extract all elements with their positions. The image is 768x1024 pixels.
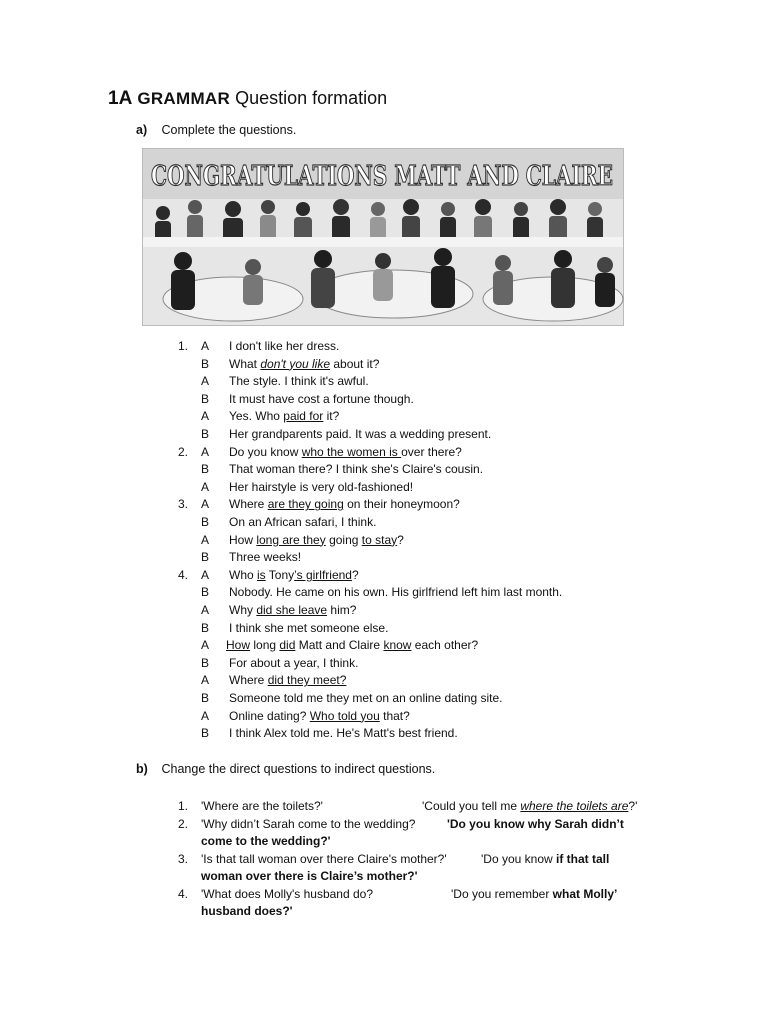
dialogue-line (0, 426, 768, 442)
dialogue-segment: Her grandparents paid. It was a wedding present. (229, 427, 492, 441)
dialogue-segment: over there? (401, 444, 462, 459)
dialogue-number: 1. (178, 339, 189, 353)
dialogue-text (229, 620, 388, 636)
dialogue-answer: to stay (361, 532, 398, 547)
title-word: GRAMMAR (137, 89, 231, 108)
dialogue-speaker: B (201, 462, 210, 477)
dialogue-segment: on their honeymoon? (343, 497, 460, 512)
dialogue-answer: is (257, 567, 266, 582)
dialogue-answer: ’s girlfriend (294, 567, 352, 582)
dialogue-number: 4. (178, 567, 189, 582)
dialogue-speaker: B (201, 691, 210, 705)
dialogue-line (0, 356, 768, 372)
dialogue-segment: Who (229, 567, 258, 582)
title-rest: Question formation (235, 88, 388, 108)
dialogue-segment: ? (397, 532, 404, 547)
dialogue-text (229, 391, 414, 407)
dialogue-speaker: B (201, 550, 210, 565)
dialogue-segment: Nobody. He came on his own. His girlfriend left him last month. (229, 585, 563, 600)
dialogue-text (229, 672, 346, 688)
dialogue-speaker: A (201, 567, 210, 582)
dialogue-segment: Online dating? (229, 708, 310, 723)
dialogue-segment: Matt and Claire (295, 638, 384, 653)
dialogue-answer: know (383, 638, 412, 653)
b-item-answer-underlined: where the toilets are (520, 799, 629, 813)
dialogue-segment: The style. I think it's awful. (229, 374, 369, 389)
dialogue-line (0, 637, 768, 653)
dialogue-text (229, 338, 339, 354)
dialogue-text (229, 549, 301, 565)
dialogue-text (229, 514, 376, 530)
section-b-label: b) (136, 762, 148, 776)
dialogue-segment: Do you know (229, 444, 302, 459)
dialogue-speaker: A (201, 409, 210, 424)
b-item-question: 'Is that tall woman over there Claire's mother?' (201, 852, 447, 866)
b-item-number: 1. (178, 799, 189, 813)
dialogue-segment: For about a year, I think. (229, 655, 359, 670)
dialogue-line (0, 496, 768, 512)
dialogue-segment: I think she met someone else. (229, 620, 389, 635)
dialogue-line (0, 567, 768, 583)
dialogue-segment: Where (229, 673, 268, 688)
b-item-answer (422, 798, 637, 815)
dialogue-line (0, 549, 768, 565)
dialogue-speaker: A (201, 708, 210, 723)
b-item-answer-end: ?' (628, 799, 638, 813)
dialogue-speaker: A (201, 339, 210, 353)
dialogue-speaker: B (201, 655, 210, 670)
b-item-answer (451, 886, 617, 903)
b-item-number: 3. (178, 852, 189, 866)
dialogue-segment: Why (229, 603, 257, 617)
dialogue-answer: are they going (267, 497, 344, 512)
dialogue-text (229, 496, 460, 512)
dialogue-line (0, 373, 768, 389)
dialogue-segment: about it? (330, 356, 380, 371)
dialogue-speaker: A (201, 673, 210, 688)
dialogue-answer: paid for (283, 409, 324, 424)
dialogue-answer: who the women is (301, 444, 402, 459)
dialogue-line (0, 584, 768, 600)
b-item-answer-start: 'Could you tell me (422, 799, 521, 813)
dialogue-text (229, 373, 369, 389)
b-item-answer-continued: husband does?' (201, 904, 293, 918)
dialogue-line (0, 620, 768, 636)
dialogue-segment: it? (323, 409, 340, 424)
b-item-question: 'Why didn’t Sarah come to the wedding? (201, 817, 416, 831)
dialogue-line (0, 391, 768, 407)
dialogue-line (0, 514, 768, 530)
banner-text: CONGRATULATIONS MATT AND CLAIRE (151, 161, 613, 192)
dialogue-segment: How (229, 532, 257, 547)
dialogue-speaker: B (201, 620, 210, 635)
b-item-question: 'Where are the toilets?' (201, 799, 323, 813)
b-item-number: 4. (178, 887, 189, 901)
b-item-answer-continued: come to the wedding?' (201, 834, 331, 848)
dialogue-text (226, 637, 478, 653)
dialogue-line (0, 708, 768, 724)
dialogue-text (229, 584, 562, 600)
dialogue-line (0, 690, 768, 706)
dialogue-speaker: B (201, 515, 210, 529)
b-item-number: 2. (178, 817, 189, 831)
dialogue-text (229, 655, 358, 671)
dialogue-answer: don't you like (260, 356, 331, 371)
dialogue-number: 3. (178, 497, 189, 512)
dialogue-segment: that? (379, 708, 410, 723)
dialogue-speaker: B (201, 391, 210, 406)
dialogue-text (229, 532, 404, 548)
dialogue-segment: Someone told me they met on an online dating site. (229, 691, 503, 705)
dialogue-answer: did they meet? (267, 673, 347, 688)
dialogue-speaker: A (201, 479, 210, 494)
page-title (108, 88, 387, 110)
section-a-instruction: Complete the questions. (161, 123, 297, 137)
dialogue-segment: I think Alex told me. He's Matt's best friend. (229, 726, 458, 741)
dialogue-segment: Tony (265, 567, 295, 582)
dialogue-text (229, 690, 503, 706)
b-item-answer-start: 'Do you remember (451, 887, 553, 901)
dialogue-text (229, 725, 458, 741)
b-item-answer (481, 851, 609, 868)
dialogue-number: 2. (178, 444, 189, 459)
dialogue-line (0, 725, 768, 741)
dialogue-line (0, 461, 768, 477)
dialogue-segment: On an African safari, I think. (229, 515, 377, 529)
dialogue-segment: each other? (411, 638, 479, 653)
dialogue-answer: Who told you (309, 708, 380, 723)
dialogue-speaker: B (201, 726, 210, 741)
dialogue-segment: Where (229, 497, 268, 512)
dialogue-line (0, 444, 768, 460)
dialogue-text (229, 426, 491, 442)
dialogue-text (229, 708, 410, 724)
section-a-heading (136, 123, 296, 137)
dialogue-answer: How (226, 638, 251, 653)
dialogue-segment: long (250, 638, 280, 653)
dialogue-text (229, 479, 413, 495)
dialogue-speaker: B (201, 427, 210, 441)
dialogue-text (229, 444, 462, 460)
dialogue-line (0, 338, 768, 354)
dialogue-segment: I don't like her dress. (229, 339, 340, 353)
dialogue-line (0, 408, 768, 424)
dialogue-speaker: A (201, 444, 210, 459)
dialogue-answer: did she leave (256, 603, 328, 617)
dialogue-segment: Her hairstyle is very old-fashioned! (229, 479, 414, 494)
wedding-illustration (142, 148, 624, 326)
dialogue-speaker: B (201, 585, 210, 600)
dialogue-text (229, 408, 339, 424)
b-item-answer: 'Do you know why Sarah didn’t (447, 817, 624, 831)
dialogue-segment: going (325, 532, 362, 547)
b-item-question: 'What does Molly's husband do? (201, 887, 374, 901)
dialogue-speaker: A (201, 497, 210, 512)
dialogue-text (229, 602, 356, 618)
dialogue-speaker: A (201, 374, 210, 389)
dialogue-line (0, 672, 768, 688)
dialogue-speaker: A (201, 638, 210, 653)
section-b-instruction: Change the direct questions to indirect questions. (161, 762, 436, 776)
dialogue-segment: ? (351, 567, 359, 582)
b-item-answer-start: 'Do you know (481, 852, 556, 866)
dialogue-segment: What (229, 356, 261, 371)
section-a-label: a) (136, 123, 148, 137)
section-b-heading (136, 762, 435, 776)
dialogue-segment: Three weeks! (229, 550, 302, 565)
dialogue-segment: Yes. Who (229, 409, 284, 424)
dialogue-line (0, 602, 768, 618)
dialogue-text (229, 567, 359, 583)
dialogue-line (0, 532, 768, 548)
wedding-illustration-drawing (143, 149, 623, 325)
dialogue-line (0, 655, 768, 671)
b-item-answer-continued: woman over there is Claire’s mother?' (201, 869, 418, 883)
dialogue-segment: That woman there? I think she's Claire's cousin. (229, 462, 484, 477)
dialogue-speaker: A (201, 532, 210, 547)
b-item-answer-bold: what Molly’ (552, 887, 618, 901)
dialogue-text (229, 356, 379, 372)
b-item-answer-bold: if that tall (556, 852, 610, 866)
dialogue-speaker: B (201, 356, 210, 371)
dialogue-segment: It must have cost a fortune though. (229, 391, 414, 406)
dialogue-speaker: A (201, 603, 210, 617)
dialogue-answer: long are they (256, 532, 326, 547)
title-code: 1A (108, 88, 133, 109)
dialogue-segment: him? (327, 603, 357, 617)
dialogue-answer: did (279, 638, 296, 653)
dialogue-text (229, 461, 483, 477)
dialogue-line (0, 479, 768, 495)
